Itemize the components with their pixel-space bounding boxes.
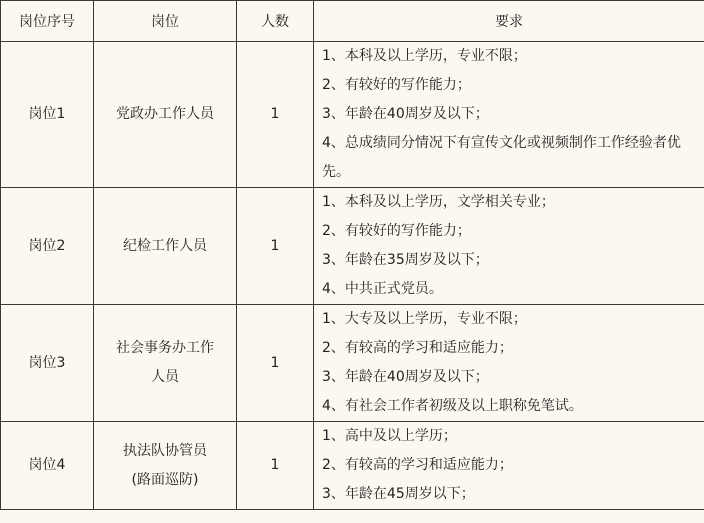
requirement-item: 4、总成绩同分情况下有宣传文化或视频制作工作经验者优先。 — [322, 135, 681, 180]
row-count: 1 — [237, 188, 314, 305]
row-seq: 岗位2 — [1, 188, 94, 305]
row-count: 1 — [237, 42, 314, 188]
table-header-row — [1, 1, 704, 42]
table-row — [1, 305, 704, 422]
row-count: 1 — [237, 422, 314, 510]
row-seq: 岗位3 — [1, 305, 94, 422]
requirement-item: 2、有较高的学习和适应能力； — [322, 340, 513, 356]
row-requirements — [314, 305, 704, 422]
row-requirements — [314, 188, 704, 305]
row-count: 1 — [237, 305, 314, 422]
requirement-item: 3、年龄在45周岁以下； — [322, 486, 475, 502]
row-position: 纪检工作人员 — [94, 188, 237, 305]
row-requirements — [314, 422, 704, 510]
row-position: 社会事务办工作人员 — [94, 305, 237, 422]
position-title: 执法队协管员 — [123, 442, 207, 459]
table-row — [1, 422, 704, 510]
requirement-item: 3、年龄在40周岁及以下； — [322, 106, 489, 122]
row-requirements — [314, 42, 704, 188]
row-position — [94, 422, 237, 510]
requirement-item: 2、有较高的学习和适应能力； — [322, 457, 513, 473]
row-seq: 岗位4 — [1, 422, 94, 510]
requirement-item: 3、年龄在40周岁及以下； — [322, 369, 489, 385]
header-count: 人数 — [237, 1, 314, 42]
requirement-item: 1、本科及以上学历，专业不限； — [322, 48, 527, 64]
requirement-item: 1、高中及以上学历； — [322, 428, 457, 444]
position-note: (路面巡防) — [131, 471, 199, 488]
table-row — [1, 42, 704, 188]
header-position: 岗位 — [94, 1, 237, 42]
requirement-item: 2、有较好的写作能力； — [322, 77, 471, 93]
requirement-item: 4、中共正式党员。 — [322, 281, 443, 297]
header-seq: 岗位序号 — [1, 1, 94, 42]
header-requirements: 要求 — [314, 1, 704, 42]
requirement-item: 1、大专及以上学历，专业不限； — [322, 311, 527, 327]
row-seq: 岗位1 — [1, 42, 94, 188]
requirement-item: 2、有较好的写作能力； — [322, 223, 471, 239]
table-row — [1, 188, 704, 305]
requirement-item: 3、年龄在35周岁及以下； — [322, 252, 489, 268]
row-position: 党政办工作人员 — [94, 42, 237, 188]
requirement-item: 1、本科及以上学历，文学相关专业； — [322, 194, 555, 210]
requirement-item: 4、有社会工作者初级及以上职称免笔试。 — [322, 398, 583, 414]
